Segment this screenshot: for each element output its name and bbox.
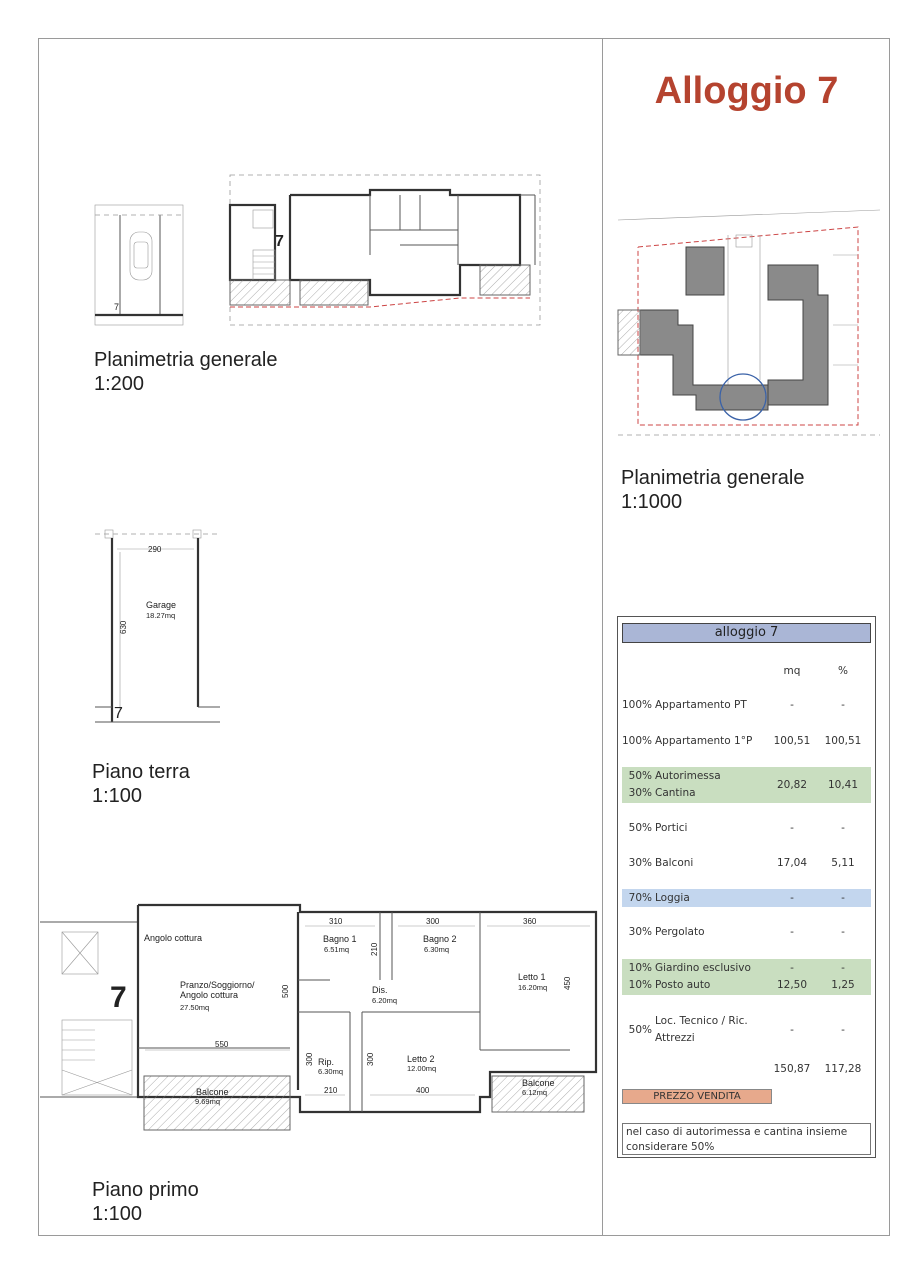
room-dis: Dis. [372,985,388,995]
row-pct: 50% [628,1024,652,1036]
price-label: PREZZO VENDITA [622,1089,772,1104]
row-name: Balconi [655,857,694,869]
room-letto1: Letto 1 [518,972,546,982]
row-perc: - [841,699,845,711]
room-balcone1: Balcone [196,1087,229,1097]
room-pranzo-l1: Pranzo/Soggiorno/ [180,980,255,990]
table-row [622,820,871,836]
col-mq: mq [783,665,801,677]
first-floor-plan [40,890,600,1145]
caption-gen1000 [621,466,804,514]
garage-width: 290 [148,545,162,554]
table-note: nel caso di autorimessa e cantina insieme considerare 50% [622,1123,871,1155]
room-dis-area: 6.20mq [372,996,398,1005]
caption-terra-title: Piano terra [92,761,190,783]
row-perc: - [841,962,845,974]
room-bagno2: Bagno 2 [423,934,457,944]
caption-primo-scale: 1:100 [92,1203,143,1225]
room-pranzo-area: 27.50mq [180,1003,210,1012]
column-divider [602,38,603,1236]
dim-450: 450 [563,976,572,990]
garage-area: 18.27mq [146,611,176,620]
row-pct2: 10% [628,979,652,991]
caption-gen1000-title: Planimetria generale [621,467,805,489]
row-perc: 10,41 [827,779,859,791]
row-name: Loggia [655,892,690,904]
row-mq: 20,82 [776,779,808,791]
first-floor-unit-number: 7 [110,981,127,1014]
row-perc: - [841,926,845,938]
total-perc: 117,28 [824,1063,862,1075]
room-letto1-area: 16.20mq [518,983,548,992]
row-pct: 30% [628,926,652,938]
dim-300b: 300 [305,1052,314,1066]
dim-210b: 210 [324,1086,338,1095]
row-pct: 70% [628,892,652,904]
room-balcone1-area: 9.69mq [195,1097,221,1106]
row-pct: 50% [628,770,652,782]
total-mq: 150,87 [773,1063,811,1075]
row-mq2: 12,50 [776,979,808,991]
row-perc: 5,11 [831,857,855,869]
table-total-row [622,1061,871,1077]
room-bagno2-area: 6.30mq [424,945,450,954]
garage-name: Garage [146,600,177,610]
caption-terra [92,760,190,808]
row-mq: - [790,822,794,834]
caption-gen1000-scale: 1:1000 [621,491,683,513]
room-letto2: Letto 2 [407,1054,435,1064]
garage-plan [90,512,225,747]
room-pranzo-l2: Angolo cottura [180,990,239,1000]
row-perc: - [841,892,845,904]
col-pct: % [838,665,848,677]
dim-400: 400 [416,1086,430,1095]
row-name2: Posto auto [655,979,711,991]
row-pct: 100% [622,699,653,711]
row-pct: 100% [622,735,653,747]
caption-terra-scale: 1:100 [92,785,143,807]
row-perc2: 1,25 [831,979,855,991]
garage-unit-number: 7 [114,705,123,722]
row-name2: Cantina [655,787,696,799]
row-mq: 100,51 [773,735,811,747]
room-cucina: Angolo cottura [144,933,203,943]
dim-550: 550 [215,1040,229,1049]
table-row [622,767,871,803]
table-row [622,924,871,940]
row-name2: Attrezzi [655,1032,695,1044]
room-bagno1-area: 6.51mq [324,945,350,954]
caption-primo-title: Piano primo [92,1179,199,1201]
row-mq: - [790,926,794,938]
row-pct: 50% [628,822,652,834]
room-balcone2-area: 6.12mq [522,1088,548,1097]
row-pct: 10% [628,962,652,974]
table-row [622,697,871,713]
site-plan-200 [90,170,550,335]
row-pct: 30% [628,857,652,869]
table-header: alloggio 7 [622,623,871,643]
table-row [622,1012,871,1048]
row-perc: - [841,1024,845,1036]
row-name: Appartamento 1°P [655,735,753,747]
row-name: Appartamento PT [655,699,747,711]
summary-table [617,616,876,1158]
room-letto2-area: 12.00mq [407,1064,437,1073]
page-title: Alloggio 7 [654,70,839,112]
row-name: Autorimessa [655,770,721,782]
stair-unit-number: 7 [275,233,284,250]
site-plan-1000 [618,205,880,440]
parking-number: 7 [114,302,120,312]
row-mq: - [790,962,794,974]
row-mq: - [790,1024,794,1036]
caption-primo [92,1178,199,1226]
table-row [622,855,871,871]
row-mq: - [790,699,794,711]
caption-gen200-title: Planimetria generale [94,349,278,371]
row-perc: 100,51 [824,735,862,747]
row-name: Loc. Tecnico / Ric. [655,1015,748,1027]
row-name: Portici [655,822,688,834]
dim-310: 310 [329,917,343,926]
dim-500: 500 [281,984,290,998]
room-bagno1: Bagno 1 [323,934,357,944]
row-mq: 17,04 [776,857,808,869]
caption-gen200-scale: 1:200 [94,373,145,395]
room-balcone2: Balcone [522,1078,555,1088]
table-row [622,959,871,995]
dim-300c: 300 [366,1052,375,1066]
garage-depth: 630 [119,620,128,634]
table-row [622,733,871,749]
dim-360: 360 [523,917,537,926]
row-mq: - [790,892,794,904]
caption-gen200 [94,348,277,396]
room-rip-area: 6.30mq [318,1067,344,1076]
dim-210a: 210 [370,942,379,956]
row-name: Pergolato [655,926,705,938]
row-perc: - [841,822,845,834]
room-rip: Rip. [318,1057,335,1067]
table-row [622,889,871,907]
row-pct2: 30% [628,787,652,799]
dim-300: 300 [426,917,440,926]
row-name: Giardino esclusivo [655,962,751,974]
table-col-headers [622,663,871,679]
